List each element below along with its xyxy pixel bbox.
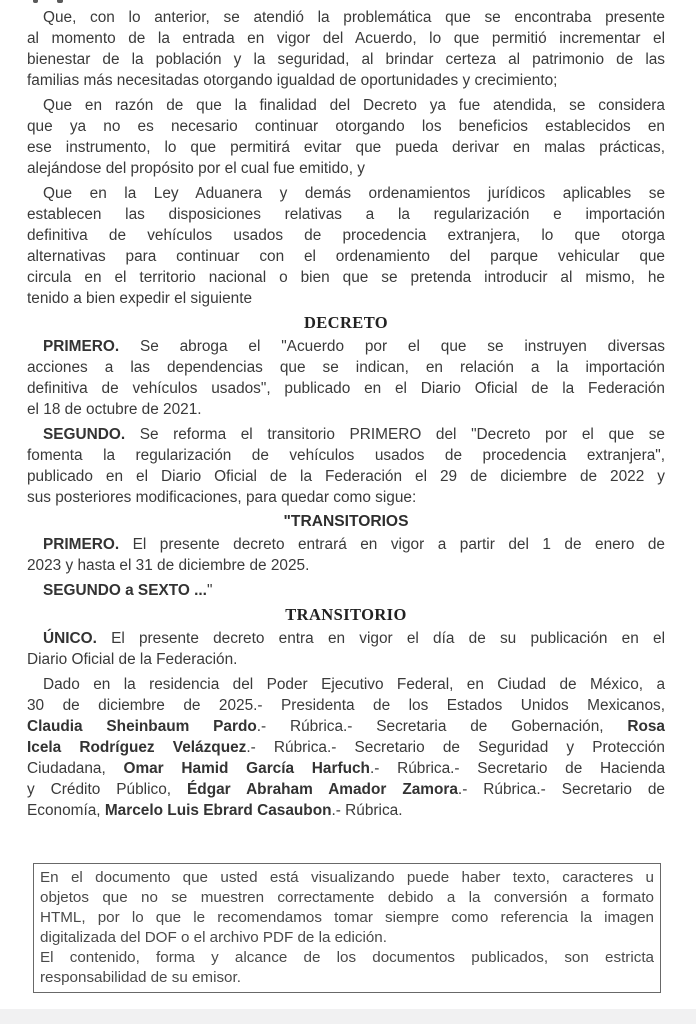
text-run: Diario Oficial de la Federación. bbox=[27, 651, 238, 668]
doc-line bbox=[27, 246, 665, 267]
cropped-line-remnant bbox=[57, 0, 63, 3]
decree-text bbox=[27, 7, 665, 821]
heading-decreto: DECRETO bbox=[303, 313, 389, 332]
paragraph bbox=[27, 95, 665, 179]
text-run: Se reforma el transitorio PRIMERO del "Decreto por el que se bbox=[125, 426, 665, 443]
doc-line bbox=[27, 716, 665, 737]
text-run: " bbox=[206, 582, 213, 599]
doc-line bbox=[27, 116, 665, 137]
heading-transitorio: TRANSITORIO bbox=[285, 605, 407, 624]
text-run: alejándose del propósito por el cual fue emitido, y bbox=[27, 160, 365, 177]
text-run: .- Rúbrica. bbox=[331, 802, 403, 819]
doc-line bbox=[27, 580, 665, 601]
doc-line bbox=[27, 158, 665, 179]
text-run: establecen las disposiciones relativas a la regularización e importación bbox=[27, 206, 665, 223]
text-run: Que, con lo anterior, se atendió la problemática que se encontraba presente bbox=[43, 9, 665, 26]
text-run: Que en razón de que la finalidad del Decreto ya fue atendida, se considera bbox=[43, 97, 665, 114]
text-run: digitalizada del DOF o el archivo PDF de la edición. bbox=[40, 929, 387, 946]
text-run: y Crédito Público, bbox=[27, 781, 188, 798]
doc-line bbox=[40, 948, 654, 968]
doc-line bbox=[27, 800, 665, 821]
bold-run: PRIMERO. bbox=[43, 338, 120, 355]
document-page bbox=[27, 7, 665, 993]
doc-line bbox=[27, 225, 665, 246]
text-run: definitiva de vehículos usados", publicado en el Diario Oficial de la Federación bbox=[27, 380, 665, 397]
text-run: publicado en el Diario Oficial de la Federación el 29 de diciembre de 2022 y bbox=[27, 468, 665, 485]
bold-run: Claudia Sheinbaum Pardo bbox=[27, 718, 257, 735]
text-run: El presente decreto entra en vigor el día de su publicación en el bbox=[96, 630, 665, 647]
doc-line bbox=[40, 908, 654, 928]
doc-line bbox=[27, 183, 665, 204]
text-run: Economía, bbox=[27, 802, 105, 819]
doc-line bbox=[27, 487, 665, 508]
text-run: El presente decreto entrará en vigor a partir del 1 de enero de bbox=[119, 536, 665, 553]
text-run: 2023 y hasta el 31 de diciembre de 2025. bbox=[27, 557, 310, 574]
text-run: HTML, por lo que le recomendamos tomar siempre como referencia la imagen bbox=[40, 909, 654, 926]
text-run: al momento de la entrada en vigor del Acuerdo, lo que permitió incrementar el bbox=[27, 30, 665, 47]
doc-line bbox=[40, 868, 654, 888]
doc-line bbox=[27, 424, 665, 445]
paragraph bbox=[27, 628, 665, 670]
doc-line bbox=[40, 888, 654, 908]
doc-line bbox=[27, 336, 665, 357]
text-run: definitiva de vehículos usados de procedencia extranjera, lo que otorga bbox=[27, 227, 665, 244]
doc-line bbox=[27, 674, 665, 695]
text-run: responsabilidad de su emisor. bbox=[40, 969, 241, 986]
text-run: .- Rúbrica.- Secretario de Seguridad y Protección bbox=[246, 739, 665, 756]
text-run: acciones a las dependencias que se indican, en relación a la importación bbox=[27, 359, 665, 376]
doc-line bbox=[27, 288, 665, 309]
text-run: tenido a bien expedir el siguiente bbox=[27, 290, 253, 307]
footer-band bbox=[0, 1009, 696, 1024]
paragraph bbox=[27, 424, 665, 508]
text-run: alternativas para continuar con el ordenamiento del parque vehicular que bbox=[27, 248, 665, 265]
paragraph bbox=[27, 183, 665, 309]
doc-line bbox=[40, 928, 654, 948]
doc-line bbox=[27, 267, 665, 288]
doc-line bbox=[27, 70, 665, 91]
bold-run: Icela Rodríguez Velázquez bbox=[27, 739, 247, 756]
doc-line bbox=[27, 378, 665, 399]
doc-line bbox=[27, 445, 665, 466]
paragraph bbox=[27, 580, 665, 601]
doc-line bbox=[40, 968, 654, 988]
text-run: fomenta la regularización de vehículos usados de procedencia extranjera", bbox=[27, 447, 665, 464]
bold-run: Édgar Abraham Amador Zamora bbox=[187, 781, 458, 798]
paragraph bbox=[27, 534, 665, 576]
bold-run: Omar Hamid García Harfuch bbox=[123, 760, 370, 777]
doc-line bbox=[27, 137, 665, 158]
doc-line bbox=[27, 779, 665, 800]
doc-line bbox=[27, 555, 665, 576]
disclaimer-box bbox=[33, 863, 661, 993]
text-run: Que en la Ley Aduanera y demás ordenamientos jurídicos aplicables se bbox=[43, 185, 665, 202]
bold-run: Rosa bbox=[627, 718, 665, 735]
paragraph bbox=[27, 7, 665, 91]
text-run: 30 de diciembre de 2025.- Presidenta de los Estados Unidos Mexicanos, bbox=[27, 697, 665, 714]
doc-line bbox=[27, 95, 665, 116]
text-run: El contenido, forma y alcance de los documentos publicados, son estricta bbox=[40, 949, 654, 966]
doc-line bbox=[27, 7, 665, 28]
bold-run: SEGUNDO. bbox=[43, 426, 126, 443]
text-run: que ya no es necesario continuar otorgando los beneficios establecidos en bbox=[27, 118, 665, 135]
doc-line bbox=[27, 628, 665, 649]
bold-run: PRIMERO. bbox=[43, 536, 120, 553]
bold-run: SEGUNDO a SEXTO ... bbox=[43, 582, 207, 599]
doc-line bbox=[27, 204, 665, 225]
text-run: circula en el territorio nacional o bien que se pretenda introducir al mismo, he bbox=[27, 269, 665, 286]
paragraph bbox=[27, 336, 665, 420]
paragraph bbox=[27, 674, 665, 821]
doc-line bbox=[27, 758, 665, 779]
doc-line bbox=[27, 695, 665, 716]
disclaimer-paragraph bbox=[40, 948, 654, 988]
doc-line bbox=[27, 466, 665, 487]
text-run: En el documento que usted está visualizando puede haber texto, caracteres u bbox=[40, 869, 654, 886]
text-run: .- Rúbrica.- Secretario de bbox=[457, 781, 665, 798]
text-run: sus posteriores modificaciones, para quedar como sigue: bbox=[27, 489, 417, 506]
text-run: el 18 de octubre de 2021. bbox=[27, 401, 202, 418]
doc-line bbox=[27, 28, 665, 49]
doc-line bbox=[27, 737, 665, 758]
text-run: Dado en la residencia del Poder Ejecutivo Federal, en Ciudad de México, a bbox=[43, 676, 665, 693]
heading-transitorios: "TRANSITORIOS bbox=[283, 513, 409, 530]
doc-line bbox=[27, 49, 665, 70]
doc-line bbox=[27, 534, 665, 555]
text-run: Se abroga el "Acuerdo por el que se instruyen diversas bbox=[119, 338, 665, 355]
cropped-line-remnant bbox=[33, 0, 38, 3]
disclaimer-paragraph bbox=[40, 868, 654, 948]
text-run: objetos que no se muestren correctamente debido a la conversión a formato bbox=[40, 889, 654, 906]
text-run: familias más necesitadas otorgando igualdad de oportunidades y crecimiento; bbox=[27, 72, 558, 89]
text-run: .- Rúbrica.- Secretario de Hacienda bbox=[369, 760, 666, 777]
text-run: .- Rúbrica.- Secretaria de Gobernación, bbox=[256, 718, 628, 735]
doc-line bbox=[27, 649, 665, 670]
text-run: Ciudadana, bbox=[27, 760, 124, 777]
doc-line bbox=[27, 357, 665, 378]
bold-run: ÚNICO. bbox=[43, 630, 97, 647]
bold-run: Marcelo Luis Ebrard Casaubon bbox=[104, 802, 332, 819]
text-run: ese instrumento, lo que permitirá evitar que pueda derivar en malas prácticas, bbox=[27, 139, 665, 156]
text-run: bienestar de la población y la seguridad, al brindar certeza al patrimonio de las bbox=[27, 51, 665, 68]
doc-line bbox=[27, 399, 665, 420]
